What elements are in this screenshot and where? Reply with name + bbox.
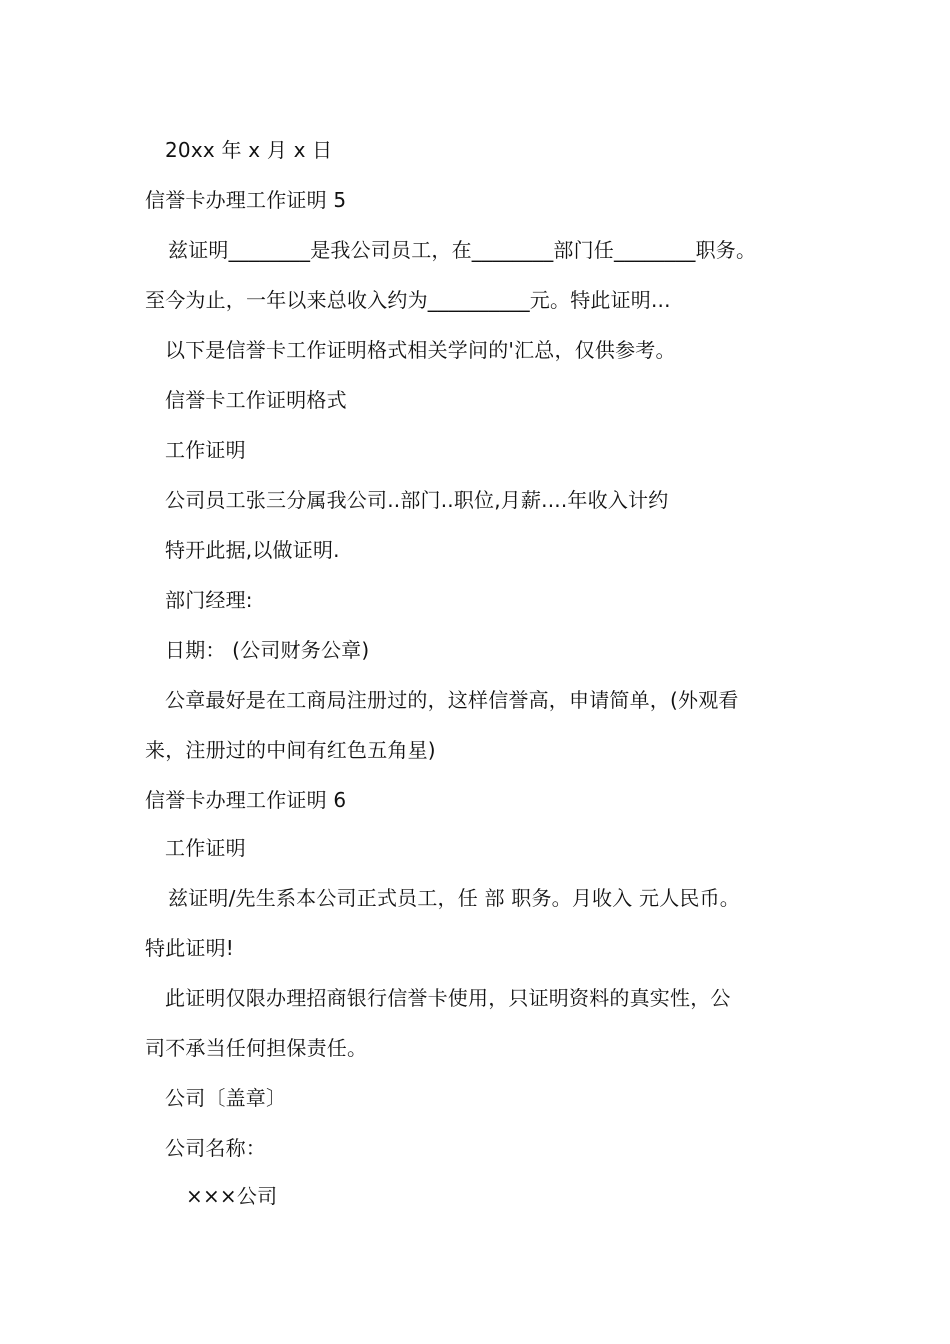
subheading: 信誉卡工作证明格式 [165, 388, 347, 412]
paragraph-line: 部门经理: [165, 588, 253, 612]
paragraph-line: 公司名称： [165, 1136, 266, 1160]
paragraph-line: 来，注册过的中间有红色五角星) [145, 738, 436, 762]
subheading: 工作证明 [165, 836, 246, 860]
paragraph-line: 特此证明! [145, 936, 235, 960]
paragraph-line: 至今为止，一年以来总收入约为__________元。特此证明... [145, 288, 671, 312]
paragraph-line: 司不承当任何担保责任。 [145, 1036, 368, 1060]
date-line: 20xx 年 x 月 x 日 [165, 138, 333, 162]
paragraph-line: 公司〔盖章〕 [165, 1086, 287, 1110]
subheading: 工作证明 [165, 438, 246, 462]
paragraph-line: 公司员工张三分属我公司..部门..职位,月薪....年收入计约 [165, 488, 669, 512]
section-heading-6: 信誉卡办理工作证明 6 [145, 788, 347, 812]
paragraph-line: 公章最好是在工商局注册过的，这样信誉高，申请简单，(外观看 [165, 688, 739, 712]
company-name-line: ×××公司 [186, 1184, 278, 1208]
paragraph-line: 以下是信誉卡工作证明格式相关学问的'汇总，仅供参考。 [165, 338, 676, 362]
paragraph-line: 此证明仅限办理招商银行信誉卡使用，只证明资料的真实性，公 [165, 986, 731, 1010]
paragraph-line: 兹证明/先生系本公司正式员工，任 部 职务。月收入 元人民币。 [168, 886, 741, 910]
paragraph-line: 日期： (公司财务公章) [165, 638, 370, 662]
paragraph-line: 兹证明________是我公司员工，在________部门任________职务。 [168, 238, 757, 262]
section-heading-5: 信誉卡办理工作证明 5 [145, 188, 347, 212]
paragraph-line: 特开此据,以做证明. [165, 538, 340, 562]
